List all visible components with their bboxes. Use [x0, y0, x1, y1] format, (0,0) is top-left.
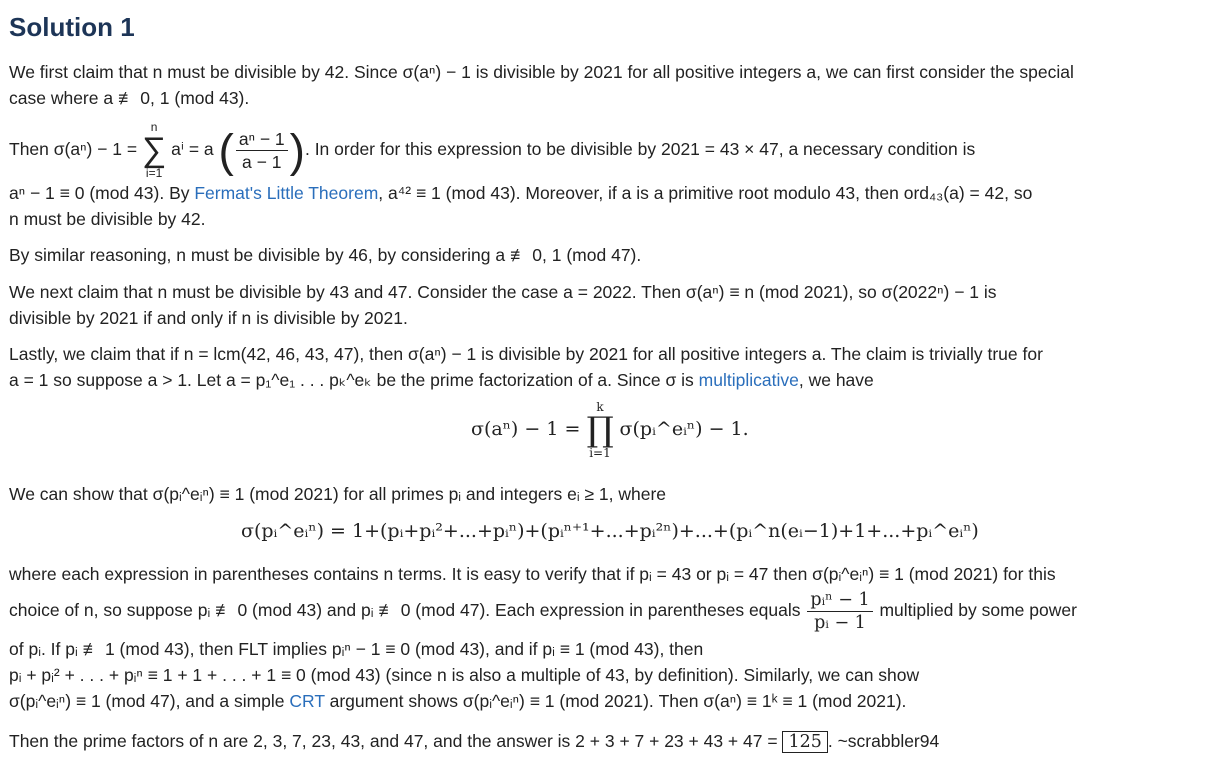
- paragraph-flt-implies: of pᵢ. If pᵢ ≢ 1 (mod 43), then FLT implies pᵢⁿ − 1 ≡ 0 (mod 43), and if pᵢ ≡ 1 (mod 43), then: [9, 639, 704, 659]
- answer-tail-text: . ~scrabbler94: [827, 731, 940, 751]
- paragraph-sum-mod-43: pᵢ + pᵢ² + . . . + pᵢⁿ ≡ 1 + 1 + . . . + 1 ≡ 0 (mod 43) (since n is also a multiple of 43, by definition). Similarly, we can show: [9, 665, 920, 685]
- fraction-p-denominator: pᵢ − 1: [814, 612, 866, 633]
- fermat-tail-text: , a⁴² ≡ 1 (mod 43). Moreover, if a is a primitive root modulo 43, then ord₄₃(a) = 42, so: [378, 183, 1033, 203]
- paragraph-claim-42-line2: case where a ≢ 0, 1 (mod 43).: [9, 88, 250, 108]
- paragraph-lcm-line2: [9, 367, 874, 393]
- paragraph-lcm-line1: Lastly, we claim that if n = lcm(42, 46, 43, 47), then σ(aⁿ) − 1 is divisible by 2021 for all positive integers a. The claim is trivially true for: [9, 344, 1043, 364]
- choice-tail-text: multiplied by some power: [879, 600, 1077, 620]
- lcm-lead-text: a = 1 so suppose a > 1. Let a = p₁^e₁ . . . pₖ^eₖ be the prime factorization of a. Since σ is: [9, 370, 699, 390]
- crt-link[interactable]: CRT: [289, 691, 325, 711]
- paragraph-claim-42-line1: We first claim that n must be divisible by 42. Since σ(aⁿ) − 1 is divisible by 2021 for all positive integers a, we can first consider the special: [9, 62, 1074, 82]
- paragraph-fermat-line2: n must be divisible by 42.: [9, 209, 206, 229]
- lcm-tail-text: , we have: [798, 370, 874, 390]
- display-product-equation: [471, 400, 749, 460]
- product-left-side: σ(aⁿ) − 1 =: [471, 418, 581, 440]
- paragraph-answer: [9, 728, 939, 755]
- display-sigma-expansion: σ(pᵢ^eᵢⁿ) = 1+(pᵢ+pᵢ²+...+pᵢⁿ)+(pᵢⁿ⁺¹+...+pᵢ²ⁿ)+...+(pᵢ^n(eᵢ−1)+1+...+pᵢ^eᵢⁿ): [241, 520, 979, 542]
- sum-lead-text: Then σ(aⁿ) − 1 =: [9, 139, 138, 159]
- summation-symbol: n ∑ i=1: [141, 120, 167, 181]
- paragraph-crt: [9, 688, 906, 714]
- product-right-side: σ(pᵢ^eᵢⁿ) − 1.: [619, 418, 749, 440]
- sum-lower-limit: i=1: [145, 166, 163, 181]
- product-lower-limit: i=1: [589, 446, 611, 460]
- fraction-a-n: [236, 128, 288, 173]
- answer-lead-text: Then the prime factors of n are 2, 3, 7, 23, 43, and 47, and the answer is 2 + 3 + 7 + 23 + 43 + 47 =: [9, 731, 783, 751]
- paragraph-choice-of-n: [9, 586, 1077, 634]
- product-upper-limit: k: [596, 400, 604, 414]
- fraction-denominator: a − 1: [242, 151, 282, 172]
- product-symbol: k ∏ i=1: [586, 400, 614, 460]
- sum-tail-text: . In order for this expression to be divisible by 2021 = 43 × 47, a necessary condition is: [304, 139, 976, 159]
- paragraph-parentheses-terms: where each expression in parentheses contains n terms. It is easy to verify that if pᵢ = 43 or pᵢ = 47 then σ(pᵢ^eᵢⁿ) ≡ 1 (mod 2021) for this: [9, 564, 1056, 584]
- paragraph-fermat-line1: [9, 180, 1032, 206]
- paragraph-claim-43-47-line2: divisible by 2021 if and only if n is divisible by 2021.: [9, 308, 408, 328]
- sum-after-text: aⁱ = a: [171, 139, 214, 159]
- fraction-p-numerator: pᵢⁿ − 1: [807, 589, 872, 612]
- choice-lead-text: choice of n, so suppose pᵢ ≢ 0 (mod 43) and pᵢ ≢ 0 (mod 47). Each expression in parentheses equals: [9, 600, 801, 620]
- paragraph-claim-43-47-line1: We next claim that n must be divisible by 43 and 47. Consider the case a = 2022. Then σ(aⁿ) ≡ n (mod 2021), so σ(2022ⁿ) − 1 is: [9, 282, 997, 302]
- fermat-little-theorem-link[interactable]: Fermat's Little Theorem: [194, 183, 379, 203]
- crt-lead-text: σ(pᵢ^eᵢⁿ) ≡ 1 (mod 47), and a simple: [9, 691, 290, 711]
- paragraph-similar-reasoning: By similar reasoning, n must be divisible by 46, by considering a ≢ 0, 1 (mod 47).: [9, 245, 642, 265]
- boxed-answer: 125: [782, 731, 827, 753]
- paragraph-sum-expression: Then σ(aⁿ) − 1 = n ∑ i=1 aⁱ = a ( $\frac{\text{aⁿ − 1}}{a - 1}$ ). In order for this expression to be divisible by 2021 = 43 × 47, a necessary condition is: [9, 120, 976, 181]
- sum-upper-limit: n: [150, 120, 158, 135]
- solution-heading: Solution 1: [9, 12, 135, 42]
- fraction-numerator: aⁿ − 1: [236, 128, 288, 151]
- fraction-p-n: [807, 589, 872, 634]
- crt-tail-text: argument shows σ(pᵢ^eᵢⁿ) ≡ 1 (mod 2021). Then σ(aⁿ) ≡ 1ᵏ ≡ 1 (mod 2021).: [324, 691, 907, 711]
- paragraph-show-sigma: We can show that σ(pᵢ^eᵢⁿ) ≡ 1 (mod 2021) for all primes pᵢ and integers eᵢ ≥ 1, where: [9, 484, 667, 504]
- fermat-lead-text: aⁿ − 1 ≡ 0 (mod 43). By: [9, 183, 195, 203]
- multiplicative-link[interactable]: multiplicative: [698, 370, 799, 390]
